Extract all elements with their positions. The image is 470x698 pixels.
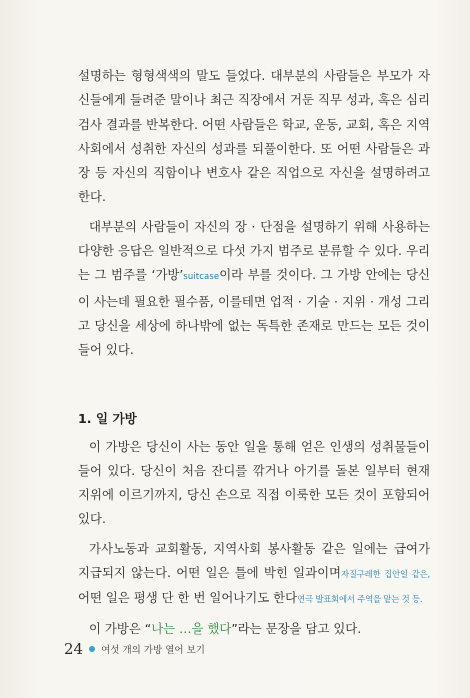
paragraph-4 xyxy=(78,537,430,612)
paragraph-2-text-b: 이라 부를 것이다. 그 가방 안에는 당신이 사는데 필요한 필수품, 이를테면 업적 · 기술 · 지위 · 개성 그리고 당신을 세상에 하나밖에 없는 독특한 존재로 만드는 모든 것이 들어 있다. xyxy=(78,267,430,358)
quoted-sentence: 나는 …을 했다 xyxy=(151,620,232,636)
paragraph-2-text-a: 대부분의 사람들이 자신의 장 · 단점을 설명하기 위해 사용하는 다양한 응답은 일반적으로 다섯 가지 범주로 분류할 수 있다. 우리는 그 범주를 ‘가방’ xyxy=(78,218,430,283)
running-title: 여섯 개의 가방 열어 보기 xyxy=(101,645,205,656)
bullet-dot-icon xyxy=(89,646,95,652)
paragraph-5 xyxy=(78,617,430,641)
english-term: suitcase xyxy=(183,272,220,283)
page-number: 24 xyxy=(64,640,84,658)
page-footer xyxy=(64,640,205,658)
paragraph-5-text-b: ”라는 문장을 담고 있다. xyxy=(231,620,362,636)
paragraph-4-text-b: 어떤 일은 평생 단 한 번 일어나기도 한다 xyxy=(78,590,298,606)
paragraph-1: 설명하는 형형색색의 말도 들었다. 대부분의 사람들은 부모가 자신들에게 들려준 말이나 최근 직장에서 거둔 직무 성과, 혹은 심리검사 결과를 반복한다. 어떤 사람들은 학교, 운동, 교회, 혹은 지역사회에서 성취한 자신의 성과를 되풀이한다. 또 어떤 사람들은 과장 등 자신의 직함이나 변호사 같은 직업으로 자신을 설명하려고 한다. xyxy=(78,68,430,205)
paragraph-3: 이 가방은 당신이 사는 동안 일을 통해 얻은 인생의 성취물들이 들어 있다. 당신이 처음 잔디를 깎거나 아기를 돌본 일부터 현재 지위에 이르기까지, 당신 손으로 직접 이룩한 모든 것이 포함되어 있다. xyxy=(78,438,430,527)
paragraph-4-text-a: 가사노동과 교회활동, 지역사회 봉사활동 같은 일에는 급여가 지급되지 않는다. 어떤 일은 틀에 박힌 일과이며 xyxy=(78,540,430,581)
gloss-note-1: 자질구레한 집안일 같은, xyxy=(341,569,430,580)
paragraph-5-text-a: 이 가방은 “ xyxy=(89,620,152,636)
gloss-note-2: 연극 발표회에서 주역을 맡는 것 등. xyxy=(297,594,423,605)
section-heading: 1. 일 가방 xyxy=(78,410,137,426)
body-text xyxy=(78,64,430,641)
paragraph-2 xyxy=(78,215,430,363)
